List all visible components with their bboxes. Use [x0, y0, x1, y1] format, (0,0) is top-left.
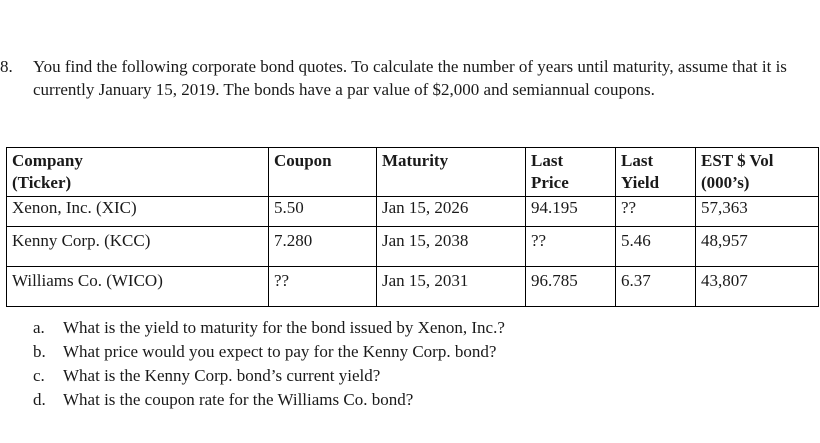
- table-row: [7, 197, 819, 227]
- header-est-vol: [696, 148, 819, 197]
- header-price-line1: Last: [531, 151, 564, 170]
- cell-price: ??: [526, 227, 616, 267]
- cell-yield: 6.37: [616, 267, 696, 307]
- cell-yield: 5.46: [616, 227, 696, 267]
- header-company-line2: (Ticker): [12, 173, 72, 192]
- cell-maturity: Jan 15, 2031: [377, 267, 526, 307]
- cell-price: 94.195: [526, 197, 616, 227]
- cell-maturity: Jan 15, 2038: [377, 227, 526, 267]
- question-letter: c.: [33, 366, 45, 385]
- cell-company: Xenon, Inc. (XIC): [7, 197, 269, 227]
- cell-yield: ??: [616, 197, 696, 227]
- list-item: [33, 316, 505, 340]
- cell-volume: 43,807: [696, 267, 819, 307]
- cell-volume: 48,957: [696, 227, 819, 267]
- header-vol-line2: (000’s): [701, 173, 750, 192]
- header-yield-line1: Last: [621, 151, 654, 170]
- header-company-line1: Company: [12, 151, 83, 170]
- cell-maturity: Jan 15, 2026: [377, 197, 526, 227]
- question-text: What is the Kenny Corp. bond’s current yield?: [63, 366, 381, 385]
- header-company: [7, 148, 269, 197]
- question-text: What is the yield to maturity for the bond issued by Xenon, Inc.?: [63, 318, 505, 337]
- cell-coupon: ??: [269, 267, 377, 307]
- problem-text: You find the following corporate bond quotes. To calculate the number of years until maturity, assume that it is currently January 15, 2019. The bonds have a par value of $2,000 and semiannual coupons.: [33, 57, 787, 99]
- cell-coupon: 7.280: [269, 227, 377, 267]
- question-letter: b.: [33, 342, 46, 361]
- header-last-price: [526, 148, 616, 197]
- header-maturity: [377, 148, 526, 197]
- question-text: What price would you expect to pay for the Kenny Corp. bond?: [63, 342, 497, 361]
- header-yield-line2: Yield: [621, 173, 660, 192]
- question-letter: d.: [33, 390, 46, 409]
- table-row: [7, 267, 819, 307]
- cell-volume: 57,363: [696, 197, 819, 227]
- table-header-row: [7, 148, 819, 197]
- problem-number: 8.: [0, 57, 13, 76]
- cell-company: Williams Co. (WICO): [7, 267, 269, 307]
- header-maturity-label: Maturity: [382, 151, 449, 170]
- header-coupon-label: Coupon: [274, 151, 332, 170]
- list-item: [33, 340, 505, 364]
- question-list: [33, 316, 505, 412]
- question-letter: a.: [33, 318, 45, 337]
- header-price-line2: Price: [531, 173, 569, 192]
- bond-quotes-table: [6, 147, 819, 307]
- list-item: [33, 364, 505, 388]
- cell-company: Kenny Corp. (KCC): [7, 227, 269, 267]
- cell-price: 96.785: [526, 267, 616, 307]
- header-last-yield: [616, 148, 696, 197]
- table-row: [7, 227, 819, 267]
- list-item: [33, 388, 505, 412]
- question-text: What is the coupon rate for the Williams Co. bond?: [63, 390, 414, 409]
- header-coupon: [269, 148, 377, 197]
- cell-coupon: 5.50: [269, 197, 377, 227]
- header-vol-line1: EST $ Vol: [701, 151, 774, 170]
